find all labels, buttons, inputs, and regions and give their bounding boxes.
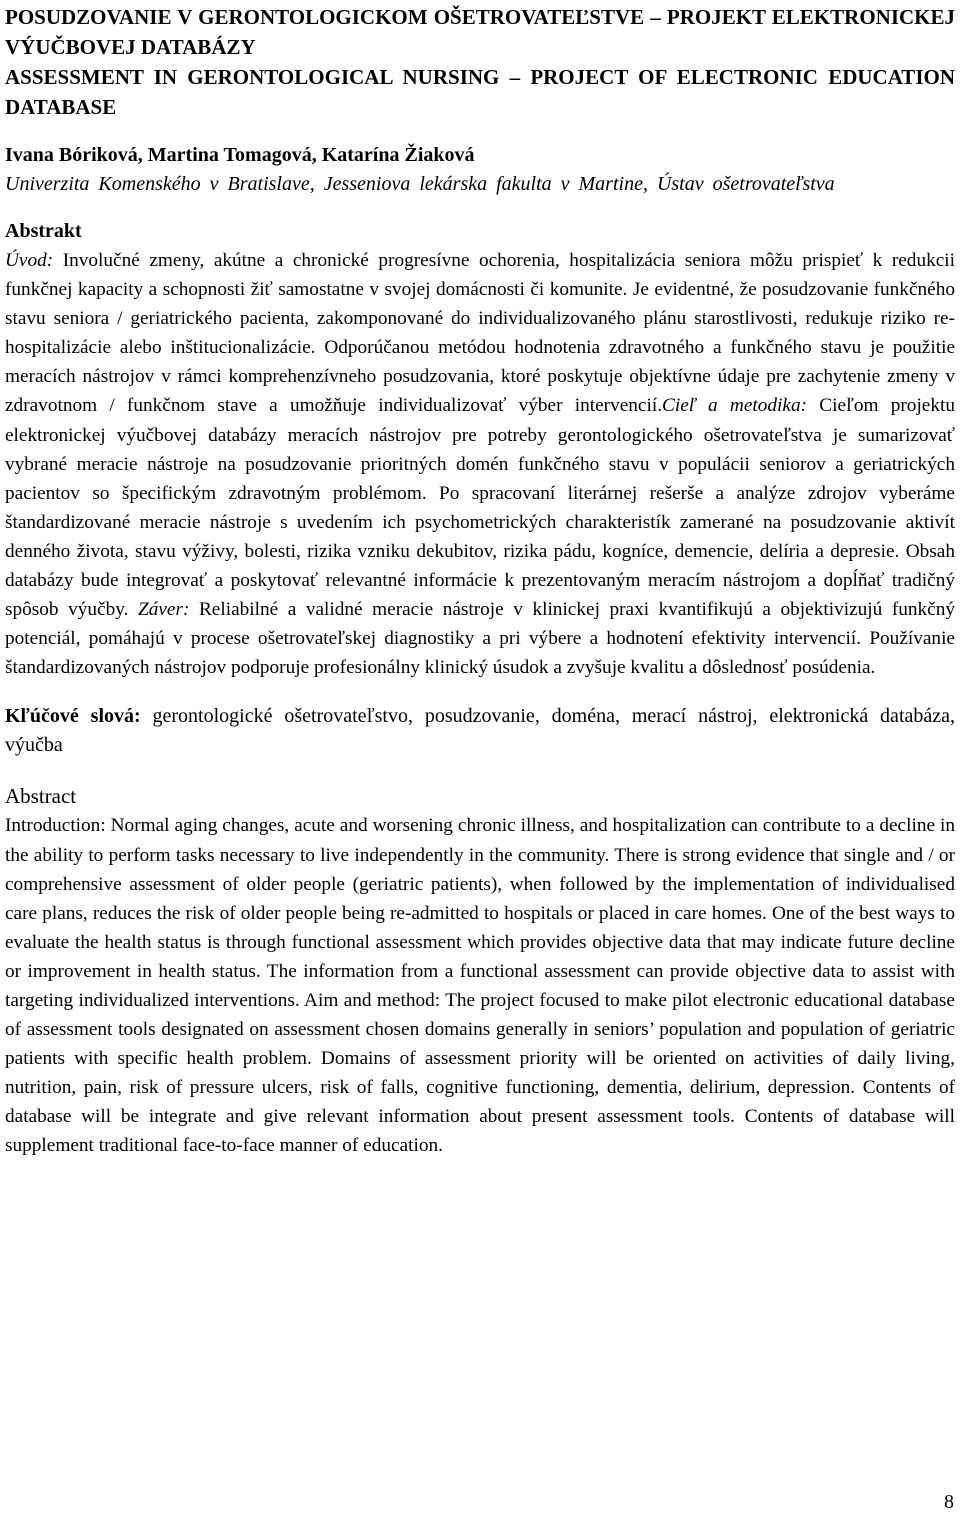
intro-label: Úvod: <box>5 250 54 271</box>
affiliation: Univerzita Komenského v Bratislave, Jesseniova lekárska fakulta v Martine, Ústav ošetrovateľstva <box>5 173 835 195</box>
abstract-en-body: Introduction: Normal aging changes, acute and worsening chronic illness, and hospitalization can contribute to a decline in the ability to perform tasks necessary to live independently in the community. There is strong evidence that single and / or comprehensive assessment of older people (geriatric patients), when followed by the implementation of individualised care plans, reduces the risk of older people being re-admitted to hospitals or placed in care homes. One of the best ways to evaluate the health status is through functional assessment which provides objective data that may indicate future decline or improvement in health status. The information from a functional assessment can provide objective data to assist with targeting individualized interventions. Aim and method: The project focused to make pilot electronic educational database of assessment tools designated on assessment chosen domains generally in seniors’ population and population of geriatric patients with specific health problem. Domains of assessment priority will be oriented on activities of daily living, nutrition, pain, risk of pressure ulcers, risk of falls, cognitive functioning, dementia, delirium, depression. Contents of database will be integrate and give relevant information about present assessment tools. Contents of database will supplement traditional face-to-face manner of education. <box>5 815 955 1157</box>
paper-page <box>5 2 955 1161</box>
title-slovak: POSUDZOVANIE V GERONTOLOGICKOM OŠETROVATEĽSTVE – PROJEKT ELEKTRONICKEJ VÝUČBOVEJ DATABÁZY <box>5 5 955 59</box>
conclusion-text: Reliabilné a validné meracie nástroje v klinickej praxi kvantifikujú a objektivizujú funkčný potenciál, pomáhajú v procese ošetrovateľskej diagnostiky a pri výbere a hodnotení efektivity intervencií. Používanie štandardizovaných nástrojov podporuje profesionálny klinický úsudok a zvyšuje kvalitu a dôslednosť posúdenia. <box>5 599 955 679</box>
aim-text: Cieľom projektu elektronickej výučbovej databázy meracích nástrojov pre potreby gerontologického ošetrovateľstva je sumarizovať vybrané meracie nástroje na posudzovanie prioritných domén funkčného stavu v populácii seniorov a geriatrických pacientov so špecifickým zdravotným problémom. Po spracovaní literárnej rešerše a analýze zdrojov vyberáme štandardizované meracie nástroje s uvedením ich psychometrických charakteristík zamerané na posudzovanie aktivít denného života, stavu výživy, bolesti, rizika vzniku dekubitov, rizika pádu, kogníce, demencie, delíria a depresie. Obsah databázy bude integrovať a poskytovať relevantné informácie k prezentovaným meracím nástrojom a dopĺňať tradičný spôsob výučby. <box>5 395 955 621</box>
keywords <box>5 702 955 760</box>
abstrakt-body <box>5 246 955 682</box>
page-number: 8 <box>944 1491 954 1513</box>
title-english: ASSESSMENT IN GERONTOLOGICAL NURSING – PROJECT OF ELECTRONIC EDUCATION DATABASE <box>5 65 955 119</box>
abstrakt-heading: Abstrakt <box>5 220 82 242</box>
keywords-label: Kľúčové slová: <box>5 705 141 728</box>
keywords-text: gerontologické ošetrovateľstvo, posudzovanie, doména, merací nástroj, elektronická databáza, výučba <box>5 705 956 757</box>
authors: Ivana Bóriková, Martina Tomagová, Katarína Žiaková <box>5 144 475 166</box>
conclusion-label: Záver: <box>138 599 190 621</box>
intro-text: Involučné zmeny, akútne a chronické progresívne ochorenia, hospitalizácia seniora môžu prispieť k redukcii funkčnej kapacity a schopnosti žiť samostatne v svojej domácnosti či komunite. Je evidentné, že posudzovanie funkčného stavu seniora / geriatrického pacienta, zakomponované do individualizovaného plánu starostlivosti, redukuje riziko re-hospitalizácie alebo inštitucionalizácie. Odporúčanou metódou hodnotenia zdravotného a funkčného stavu je použitie meracích nástrojov v rámci komprehenzívneho posudzovania, ktoré poskytuje objektívne údaje pre zachytenie zmeny v zdravotnom / funkčnom stave a umožňuje individualizovať výber intervencií. <box>5 250 955 417</box>
aim-label: Cieľ a metodika: <box>662 395 808 417</box>
abstract-en-heading: Abstract <box>5 784 77 809</box>
